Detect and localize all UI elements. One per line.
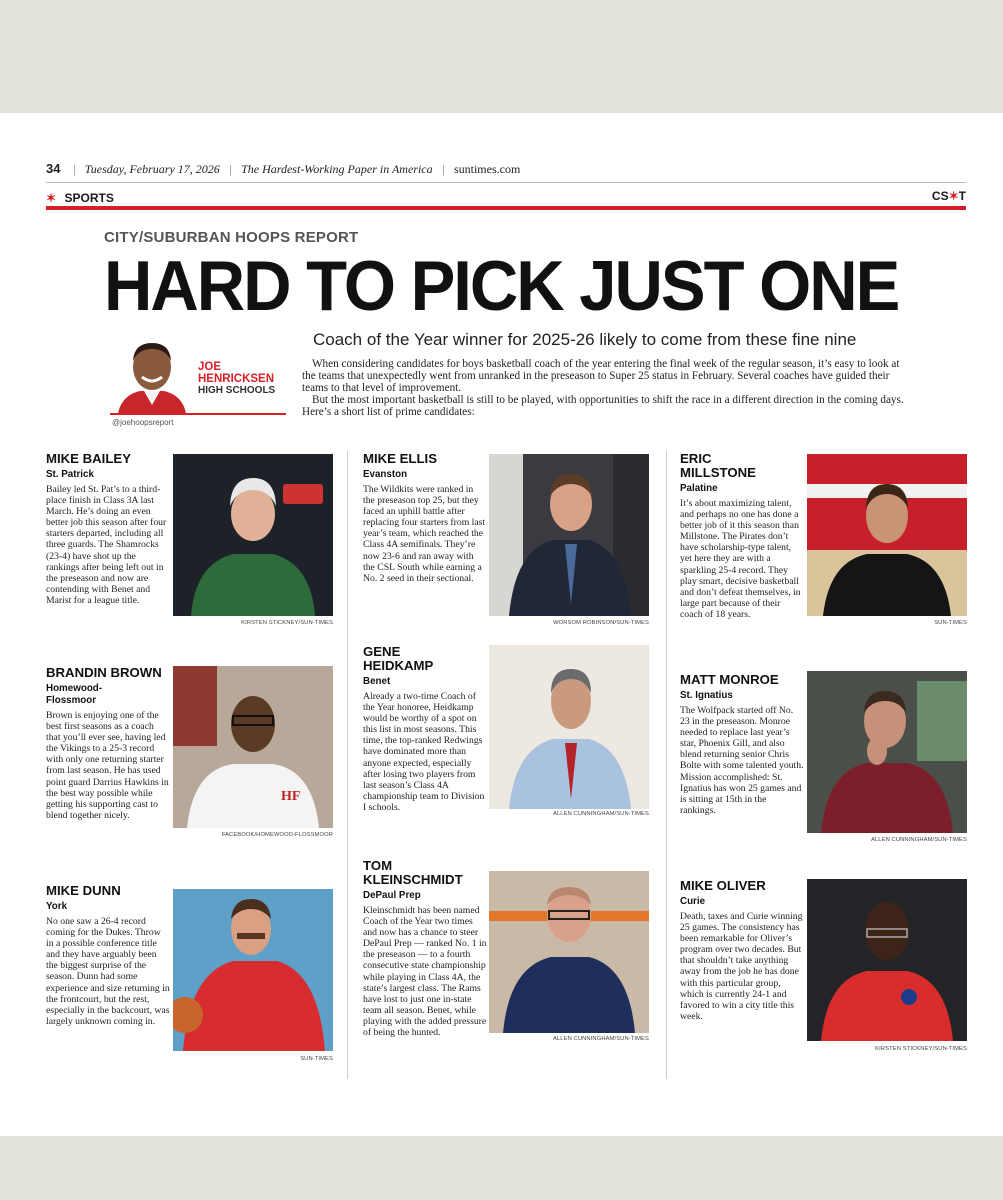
coach-card-oliver [680, 878, 970, 1052]
folio-line: 34 | Tuesday, February 17, 2026 | The Hardest-Working Paper in America | suntimes.com [46, 161, 521, 176]
coach-photo [807, 454, 967, 616]
photo-credit: ALLEN CUNNINGHAM/SUN-TIMES [870, 837, 967, 843]
section-star-icon: ✶ [46, 191, 57, 205]
intro-text [302, 358, 909, 418]
coach-blurb: Bailey led St. Pat’s to a third-place finish in Class 3A last March. He’s doing an even better job this season after four starters departed, including all three guards. The Shamrocks (23-4) have shot up the rankings after being left out in the preseason and now are contending with Benet and Marist for a league title. [46, 484, 167, 606]
photo-credit: ALLEN CUNNINGHAM/SUN-TIMES [552, 811, 649, 817]
photo-credit: KIRSTEN STICKNEY/SUN-TIMES [241, 620, 333, 626]
coach-card-ellis [363, 451, 653, 626]
column-rule [666, 451, 667, 1079]
coach-school: Benet [363, 676, 391, 687]
paper-slogan: The Hardest-Working Paper in America [241, 162, 433, 176]
coach-name: ERIC MILLSTONE [680, 451, 756, 480]
coach-blurb: The Wolfpack started off No. 23 in the preseason. Monroe needed to replace last year’s star, Phoenix Gill, and also blend returning senior Chris Bolte with some talented youth. Mission accomplished: St. Ignatius has won 25 games and is sitting at 15th in the rankings. [680, 705, 804, 816]
author-box [110, 335, 288, 425]
page-number: 34 [46, 161, 61, 176]
coach-name: MIKE OLIVER [680, 878, 766, 893]
cst-logo: CS✶T [931, 189, 966, 203]
photo-credit: WORSOM ROBINSON/SUN-TIMES [553, 620, 649, 626]
photo-credit: KIRSTEN STICKNEY/SUN-TIMES [875, 1046, 967, 1052]
coach-photo [489, 454, 649, 616]
coach-card-monroe [680, 672, 970, 843]
coach-school: Evanston [363, 469, 408, 480]
coach-blurb: Death, taxes and Curie winning 25 games. The consistency has been remarkable for Oliver’s program over two decades. But that shouldn’t take anything away from the job he has done with this particular group, which is currently 24-1 and favored to win a city title this week. [680, 911, 803, 1022]
coach-school: Palatine [680, 483, 718, 494]
coach-school: St. Ignatius [680, 690, 733, 701]
coach-photo [489, 645, 649, 809]
photo-credit: FACEBOOK/HOMEWOOD-FLOSSMOOR [221, 832, 333, 838]
coach-name: BRANDIN BROWN [46, 665, 162, 680]
coach-school: St. Patrick [46, 469, 94, 480]
coach-photo [173, 454, 333, 616]
coach-photo [173, 666, 333, 828]
coach-name: TOM KLEINSCHMIDT [363, 858, 463, 887]
coach-card-bailey [46, 451, 336, 626]
coach-card-dunn [46, 883, 336, 1062]
section-red-rule [46, 206, 966, 210]
svg-text:HF: HF [281, 789, 301, 804]
coach-blurb: No one saw a 26-4 record coming for the Dukes. Throw in a possible conference title and they have arguably been the biggest surprise of the season. Dunn had some experience and size returning in the frontcourt, but the rest, especially in the backcourt, was largely unknown coming in. [46, 916, 170, 1027]
coach-school: Homewood-Flossmoor [46, 683, 103, 706]
story-kicker: CITY/SUBURBAN HOOPS REPORT [104, 229, 359, 246]
photo-credit: SUN-TIMES [934, 620, 967, 626]
photo-credit: ALLEN CUNNINGHAM/SUN-TIMES [552, 1036, 649, 1042]
coach-blurb: Kleinschmidt has been named Coach of the Year two times and now has a chance to steer DePaul Prep — ranked No. 1 in the preseason — to a fourth consecutive state championship while playing in Class 4A, the state’s largest class. The Rams have lost to just one in-state team all season. Benet, while playing with the added pressure of being the hunted. [363, 905, 487, 1039]
headline: HARD TO PICK JUST ONE [104, 247, 899, 326]
intro-paragraph: But the most important basketball is still to be played, with opportunities to shift the race in a different direction in the coming days. Here’s a short list of prime candidates: [302, 394, 904, 418]
coach-card-kleinschmidt [363, 859, 653, 1038]
photo-credit: SUN-TIMES [300, 1056, 333, 1062]
coach-card-heidkamp [363, 645, 653, 813]
newspaper-page [0, 113, 1003, 1136]
coach-photo [489, 871, 649, 1033]
story-deck: Coach of the Year winner for 2025-26 likely to come from these fine nine [313, 330, 857, 349]
author-beat: HIGH SCHOOLS [198, 385, 276, 396]
coach-name: MIKE ELLIS [363, 451, 437, 466]
column-rule [347, 451, 348, 1079]
coach-blurb: Already a two-time Coach of the Year honoree, Heidkamp would be worthy of a spot on this list in most seasons. This time, the top-ranked Redwings have dominated more than anyone expected, especially after losing two players from last season’s Class 4A championship team to Division I schools. [363, 691, 485, 813]
section-bar [46, 189, 966, 205]
coach-card-millstone [680, 451, 970, 626]
coach-photo [807, 879, 967, 1041]
folio-rule [46, 182, 966, 183]
coach-name: GENE HEIDKAMP [363, 644, 434, 673]
coach-blurb: The Wildkits were ranked in the preseason top 25, but they faced an uphill battle after replacing four starters from last year’s team, which reached the Class 4A semifinals. They’re now 23-6 and ran away with the CSL South while earning a No. 2 seed in their sectional. [363, 484, 486, 584]
coach-school: York [46, 901, 68, 912]
coach-name: MIKE BAILEY [46, 451, 131, 466]
coach-school: Curie [680, 896, 706, 907]
coach-photo [173, 889, 333, 1051]
coach-school: DePaul Prep [363, 890, 421, 901]
coach-name: MIKE DUNN [46, 883, 121, 898]
author-red-bar [110, 413, 286, 415]
section-label: SPORTS [64, 191, 114, 205]
coach-name: MATT MONROE [680, 672, 779, 687]
coach-blurb: Brown is enjoying one of the best first seasons as a coach that you’ll ever see, having led the Vikings to a 25-3 record with only one returning starter from last season. He has used point guard Darrius Hawkins in the best way possible while getting his supporting cast to blend together nicely. [46, 710, 169, 821]
author-name: JOE HENRICKSEN [198, 361, 275, 385]
author-handle: @joehoopsreport [112, 418, 174, 427]
coach-photo [807, 671, 967, 833]
coach-blurb: It’s about maximizing talent, and perhaps no one has done a better job of it this season than Millstone. The Pirates don’t have scholarship-type talent, yet here they are with a sparkling 25-4 record. They play smart, decisive basketball and don’t defeat themselves, in large part because of their coach of 18 years. [680, 498, 801, 620]
intro-paragraph: When considering candidates for boys basketball coach of the year entering the final week of the regular season, it’s easy to look at the teams that unexpectedly went from unranked in the preseason to Super 25 status in February. Several coaches have guided their teams to that level of improvement. [302, 358, 900, 394]
coach-card-brown [46, 665, 336, 838]
author-photo [110, 335, 194, 413]
issue-date: Tuesday, February 17, 2026 [84, 162, 220, 176]
site-url: suntimes.com [453, 162, 521, 176]
